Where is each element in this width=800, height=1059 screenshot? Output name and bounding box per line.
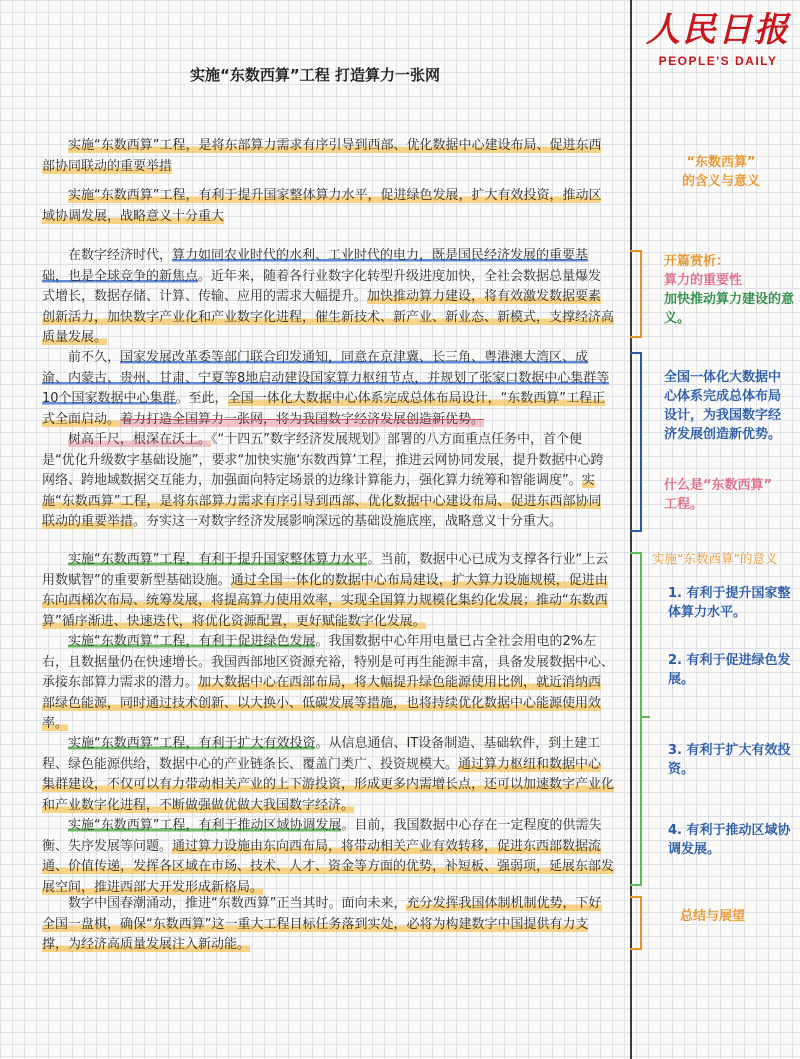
annotation-point-3: 3. 有利于扩大有效投资。 bbox=[668, 743, 791, 777]
annotation-opening-purpose: 加快推动算力建设的意义。 bbox=[664, 292, 795, 326]
annotation-point-4: 4. 有利于推动区域协调发展。 bbox=[668, 823, 791, 857]
bracket-summary bbox=[630, 896, 642, 950]
paragraph-foundation: 树高千尺，根深在沃土。《“十四五”数字经济发展规划》部署的八方面重点任务中，首个便是“优化升级数字基础设施”，要求“加快实施‘东数西算’工程，推进云网协同发展，提升数据中心跨网络、跨地域数据交互能力，加强面向特定场景的边缘计算能力，强化算力统筹和智能调度”。实施“东数西算”工程，是将东部算力需求有序引导到西部、优化数据中心建设布局、促进东西部协同联动的重要举措。夯实这一对数字经济发展影响深远的基础设施底座，战略意义十分重大。 bbox=[42, 432, 604, 530]
bracket-significance bbox=[630, 552, 642, 886]
page-title: 实施“东数西算”工程 打造算力一张网 bbox=[190, 66, 440, 84]
annotation-point-1: 1. 有利于提升国家整体算力水平。 bbox=[668, 586, 791, 620]
annotation-opening-label: 开篇赏析： bbox=[664, 254, 730, 269]
logo-english: PEOPLE'S DAILY bbox=[658, 54, 778, 68]
paragraph-significance-4: 实施“东数西算”工程，有利于推动区域协调发展。目前，我国数据中心存在一定程度的供需失衡、失序发展等问题。通过算力设施由东向西布局，将带动相关产业有效转移，促进东西部数据流通、价值传递，发挥各区域在市场、技术、人才、资金等方面的优势，补短板、强弱项，延展东部发展空间，推进西部大开发形成新格局。 bbox=[42, 818, 615, 895]
intro-paragraph-2: 实施“东数西算”工程，有利于提升国家整体算力水平，促进绿色发展，扩大有效投资，推动区域协调发展，战略意义十分重大 bbox=[42, 188, 602, 224]
peoples-daily-logo bbox=[643, 8, 793, 68]
paragraph-conclusion: 数字中国春潮涌动，推进“东数西算”正当其时。面向未来，充分发挥我国体制机制优势，下好全国一盘棋，确保“东数西算”这一重大工程目标任务落到实处，必将为构建数字中国提供有力支撑，为经济高质量发展注入新动能。 bbox=[42, 896, 602, 953]
annotation-summary: 总结与展望 bbox=[680, 909, 746, 924]
paragraph-hub-nodes: 前不久，国家发展改革委等部门联合印发通知，同意在京津冀、长三角、粤港澳大湾区、成渝、内蒙古、贵州、甘肃、宁夏等8地启动建设国家算力枢纽节点，并规划了张家口数据中心集群等10个国家数据中心集群。至此，全国一体化大数据中心体系完成总体布局设计，“东数西算”工程正式全面启动。着力打造全国算力一张网，将为我国数字经济发展创造新优势。 bbox=[42, 350, 610, 427]
annotation-point-2: 2. 有利于促进绿色发展。 bbox=[668, 653, 791, 687]
paragraph-significance-3: 实施“东数西算”工程，有利于扩大有效投资。从信息通信、IT设备制造、基础软件，到土建工程、绿色能源供给，数据中心的产业链条长、覆盖门类广、投资规模大。通过算力枢纽和数据中心集群建设，不仅可以有力带动相关产业的上下游投资，形成更多内需增长点，还可以加速数字产业化和产业数字化进程，不断做强做优做大我国数字经济。 bbox=[42, 736, 615, 813]
annotation-layout-design: 全国一体化大数据中心体系完成总体布局设计，为我国数字经济发展创造新优势。 bbox=[664, 370, 782, 442]
annotation-what-is: 什么是“东数西算” 工程。 bbox=[664, 478, 773, 512]
bracket-opening bbox=[630, 250, 642, 338]
bracket-layout bbox=[630, 352, 642, 532]
bracket-significance-midmark bbox=[640, 716, 650, 718]
intro-paragraph-1: 实施“东数西算”工程，是将东部算力需求有序引导到西部、优化数据中心建设布局、促进东西部协同联动的重要举措 bbox=[42, 138, 602, 174]
paragraph-significance-1: 实施“东数西算”工程，有利于提升国家整体算力水平。当前，数据中心已成为支撑各行业“上云用数赋智”的重要新型基础设施。通过全国一体化的数据中心布局建设，扩大算力设施规模，促进由东向西梯次布局、统筹发展，将提高算力使用效率，实现全国算力规模化集约化发展；推动“东数西算”循序渐进、快速迭代，将优化资源配置，更好赋能数字化发展。 bbox=[42, 552, 609, 629]
paragraph-computing-importance: 在数字经济时代，算力如同农业时代的水利、工业时代的电力，既是国民经济发展的重要基础，也是全球竞争的新焦点。近年来，随着各行业数字化转型升级进度加快，全社会数据总量爆发式增长，数据存储、计算、传输、应用的需求大幅提升。加快推动算力建设，将有效激发数据要素创新活力，加快数字产业化和产业数字化进程，催生新技术、新产业、新业态、新模式，支撑经济高质量发展。 bbox=[42, 248, 615, 346]
logo-chinese: 人民日报 bbox=[646, 10, 790, 50]
annotation-significance: 实施“东数西算”的意义 bbox=[652, 551, 778, 566]
annotation-opening-importance: 算力的重要性 bbox=[664, 273, 743, 288]
annotation-meaning-title: “东数西算” 的含义与意义 bbox=[681, 155, 760, 189]
paragraph-significance-2: 实施“东数西算”工程，有利于促进绿色发展。我国数据中心年用电量已占全社会用电的2%左右，且数据量仍在快速增长。我国西部地区资源充裕，特别是可再生能源丰富，具备发展数据中心、承接东部算力需求的潜力。加大数据中心在西部布局，将大幅提升绿色能源使用比例，就近消纳西部绿色能源，同时通过技术创新、以大换小、低碳发展等措施，也将持续优化数据中心能源使用效率。 bbox=[42, 634, 615, 732]
